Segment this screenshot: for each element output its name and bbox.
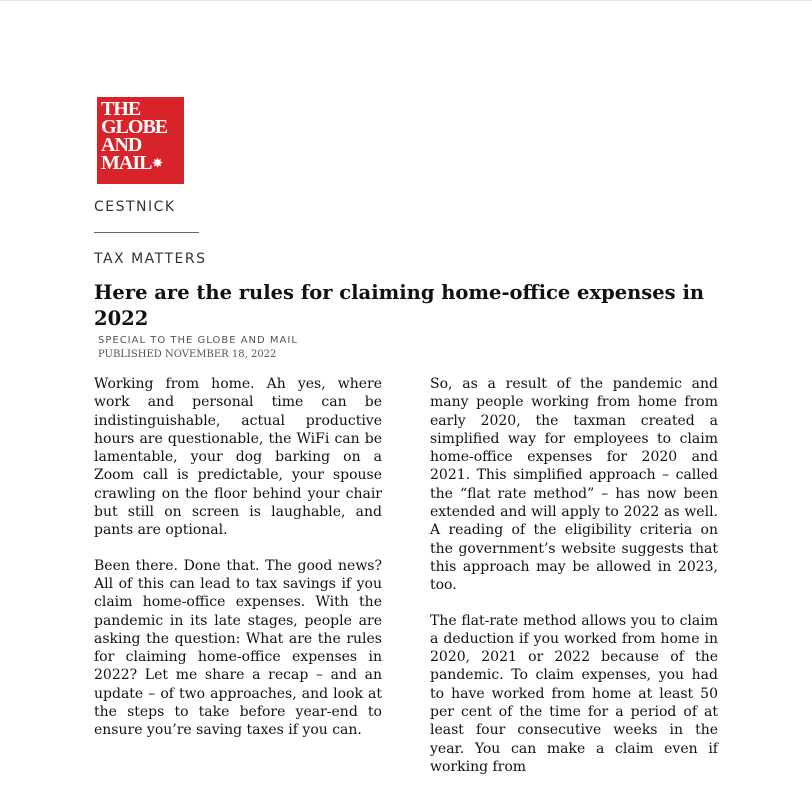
logo-line: MAIL✸	[101, 152, 162, 174]
published-date: PUBLISHED NOVEMBER 18, 2022	[98, 349, 277, 360]
paragraph: Working from home. Ah yes, where work and personal time can be indistinguishable, actual productive hours are questionable, the WiFi can be lamentable, your dog barking on a Zoom call is predictable, your spouse crawling on the floor behind your chair but still on screen is laughable, and pants are optional.	[94, 376, 382, 539]
globe-and-mail-logo[interactable]	[97, 97, 184, 184]
maple-leaf-icon: ✸	[152, 156, 162, 170]
logo-line: GLOBE	[101, 116, 168, 138]
top-border	[0, 0, 812, 1]
article-column-left	[94, 375, 382, 757]
divider	[94, 232, 199, 233]
section-label[interactable]: TAX MATTERS	[94, 251, 207, 267]
paragraph: Been there. Done that. The good news? All of this can lead to tax savings if you claim home-office expenses. With the pandemic in its late stages, people are asking the question: What are the rules for claiming home-office expenses in 2022? Let me share a recap – and an update – of two approaches, and look at the steps to take before year-end to ensure you’re saving taxes if you can.	[94, 557, 382, 739]
logo-line: THE	[101, 98, 141, 120]
logo-line: AND	[101, 134, 142, 156]
paragraph: So, as a result of the pandemic and many people working from home from early 2020, the taxman created a simplified way for employees to claim home-office expenses for 2020 and 2021. This simplified approach – called the “flat rate method” – has now been extended and will apply to 2022 as well. A reading of the eligibility criteria on the government’s website suggests that this approach may be allowed in 2023, too.	[430, 376, 718, 594]
article-headline: Here are the rules for claiming home-office expenses in 2022	[94, 281, 705, 330]
paragraph: The flat-rate method allows you to claim a deduction if you worked from home in 2020, 2021 or 2022 because of the pandemic. To claim expenses, you had to have worked from home at least 50 per cent of the time for a period of at least four consecutive weeks in the year. You can make a claim even if working from	[430, 612, 718, 775]
article-column-right	[430, 375, 718, 793]
author-name[interactable]: CESTNICK	[94, 199, 176, 215]
byline: SPECIAL TO THE GLOBE AND MAIL	[98, 335, 298, 346]
